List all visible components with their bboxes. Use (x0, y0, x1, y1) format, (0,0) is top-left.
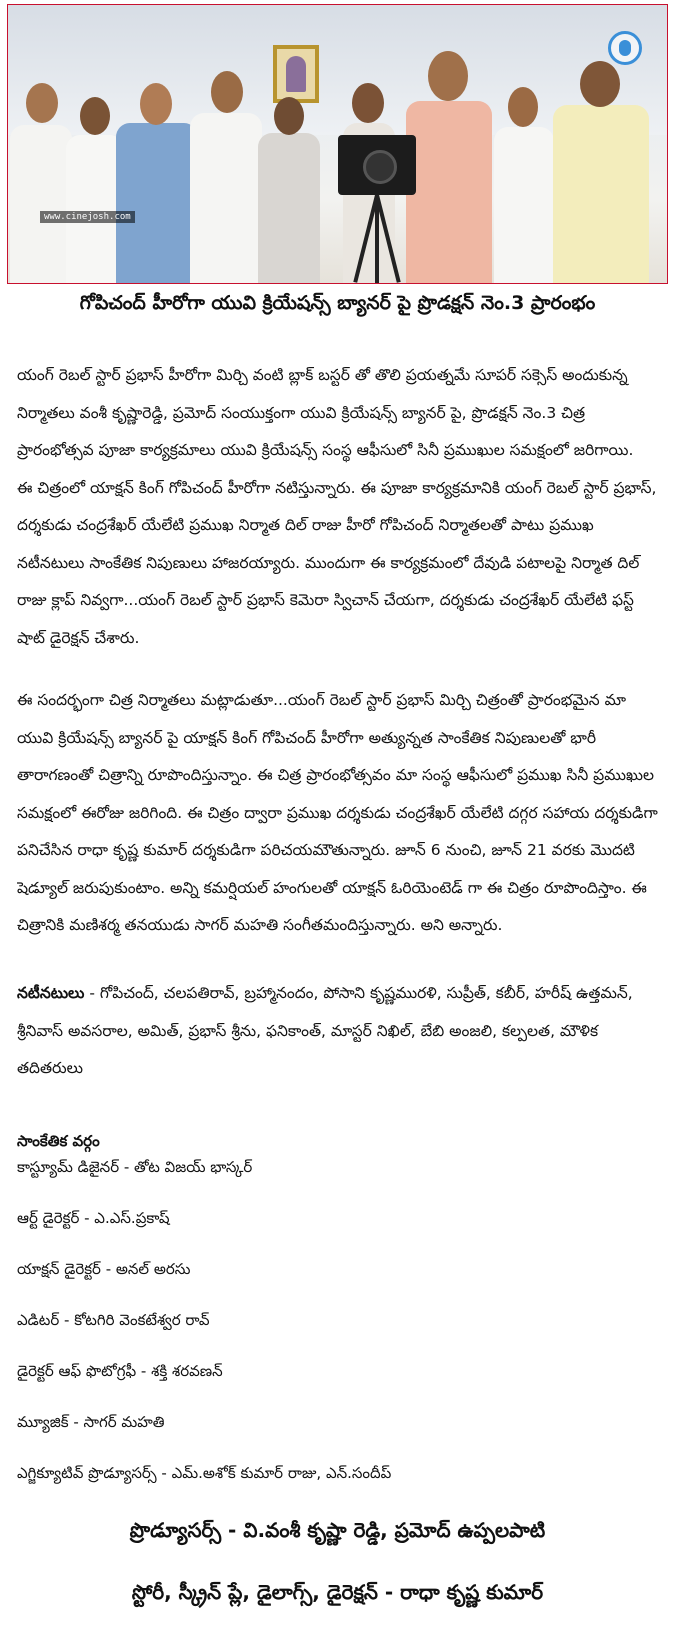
story-direction-credit: స్టోరీ, స్క్రీన్ ప్లే, డైలాగ్స్, డైరెక్షన్ - రాధా కృష్ణ కుమార్ (131, 1580, 544, 1604)
text-line: షెడ్యూల్ జరుపుకుంటాం. అన్ని కమర్షియల్ హంగులతో యాక్షన్ ఓరియెంటెడ్ గా ఈ చిత్రం రూపొందిస్తాం. ఈ (17, 878, 647, 897)
event-photo (7, 4, 668, 284)
paragraph-intro (17, 357, 665, 657)
person-5-head (274, 97, 304, 135)
person-8-head (508, 87, 538, 127)
credit-costume-designer: కాస్ట్యూమ్ డిజైనర్ - తోట విజయ్ భాస్కర్ (17, 1158, 253, 1176)
person-1 (10, 125, 72, 284)
credit-action-director: యాక్షన్ డైరెక్టర్ - అనల్ అరసు (17, 1260, 191, 1278)
person-3-head (140, 83, 172, 125)
text-line: చిత్రానికి మణిశర్మ తనయుడు సాగర్ మహతి సంగీతమందిస్తున్నారు. అని అన్నారు. (17, 916, 503, 934)
credit-art-director: ఆర్ట్ డైరెక్టర్ - ఎ.ఎస్.ప్రకాష్ (17, 1209, 170, 1227)
cast-names: - గోపిచంద్, చలపతిరావ్, బ్రహ్మానందం, పోసాని కృష్ణమురళి, సుప్రీత్, కబీర్, హరీష్ ఉత్తమన్, (84, 984, 633, 1002)
cast-label: నటీనటులు (17, 984, 85, 1002)
text-line: ఈ సందర్భంగా చిత్ర నిర్మాతలు మట్లాడుతూ...యంగ్ రెబల్ స్టార్ ప్రభాస్ మిర్చి చిత్రంతో ప్రారంభమైన మా (17, 691, 626, 709)
person-4-head (211, 71, 243, 113)
camera-lens (363, 150, 397, 184)
cast-line: శ్రీనివాస్ అవసరాల, అమిత్, ప్రభాస్ శ్రీను, ఫనికాంత్, మాస్టర్ నిఖిల్, బేబి అంజలి, కల్పలత, మౌళిక (17, 1021, 599, 1040)
person-7 (406, 101, 492, 284)
person-1-head (26, 83, 58, 123)
paragraph-producers-quote (17, 682, 665, 945)
watermark-url: www.cinejosh.com (40, 211, 135, 223)
person-4 (190, 113, 262, 284)
producers-credit: ప్రొడ్యూసర్స్ - వి.వంశీ కృష్ణా రెడ్డి, ప్రమోద్ ఉప్పలపాటి (129, 1518, 546, 1542)
text-line: దర్శకుడు చంద్రశేఖర్ యేలేటి ప్రముఖ నిర్మాత దిల్ రాజు హీరో గోపిచంద్ నిర్మాతలతో పాటు ప్రముఖ (17, 516, 594, 534)
text-line: యంగ్ రెబల్ స్టార్ ప్రభాస్ హీరోగా మిర్చి వంటి బ్లాక్ బస్టర్ తో తొలి ప్రయత్నమే సూపర్ సక్సెస్ అందుకున్న (17, 366, 628, 384)
credit-editor: ఎడిటర్ - కోటగిరి వెంకటేశ్వర రావ్ (17, 1311, 210, 1329)
person-5 (258, 133, 320, 284)
credit-executive-producers: ఎగ్జిక్యూటివ్ ప్రొడ్యూసర్స్ - ఎమ్.అశోక్ కుమార్ రాజు, ఎన్.సందీప్ (17, 1464, 392, 1482)
text-line: తారాగణంతో చిత్రాన్ని రూపొందిస్తున్నాం. ఈ చిత్ర ప్రారంభోత్సవం మా సంస్థ ఆఫీసులో ప్రముఖ సినీ ప్రముఖుల (17, 766, 655, 784)
person-6-head (352, 83, 384, 123)
text-line: ఈ చిత్రంలో యాక్షన్ కింగ్ గోపిచంద్ హీరోగా నటిస్తున్నారు. ఈ పూజా కార్యక్రమానికి యంగ్ రెబల్ స్టార్ ప్రభాస్, (17, 478, 657, 497)
text-line: పనిచేసిన రాధా కృష్ణ కుమార్ దర్శకుడిగా పరిచయమౌతున్నారు. జూన్ 6 నుంచి, జూన్ 21 వరకు మొదటి (17, 841, 635, 859)
deity-picture-frame (273, 45, 319, 103)
text-line: సమక్షంలో ఈరోజు జరిగింది. ఈ చిత్రం ద్వారా ప్రముఖ దర్శకుడు చంద్రశేఖర్ యేలేటి దగ్గర సహాయ దర్శకుడిగా (17, 803, 658, 822)
cast-line: తదితరులు (17, 1059, 83, 1077)
text-line: యువి క్రియేషన్స్ బ్యానర్ పై యాక్షన్ కింగ్ గోపిచంద్ హీరోగా అత్యున్నత సాంకేతిక నిపుణులతో భారీ (17, 728, 597, 747)
person-3 (116, 123, 198, 284)
article-headline: గోపిచంద్ హీరోగా యువి క్రియేషన్స్ బ్యానర్ పై ప్రొడక్షన్ నెం.3 ప్రారంభం (79, 292, 596, 314)
text-line: నటీనటులు సాంకేతిక నిపుణులు హాజరయ్యారు. ముందుగా ఈ కార్యక్రమంలో దేవుడి పటాలపై నిర్మాత దిల్ (17, 553, 640, 572)
text-line: షాట్ డైరెక్షన్ చేశారు. (17, 628, 140, 647)
person-8 (494, 127, 554, 284)
site-logo-icon (608, 31, 642, 65)
cast-line (17, 975, 665, 1013)
person-2-head (80, 97, 110, 135)
credit-music: మ్యూజిక్ - సాగర్ మహతి (17, 1413, 165, 1431)
cast-section (17, 975, 665, 1088)
text-line: రాజు క్లాప్ నివ్వగా...యంగ్ రెబల్ స్టార్ ప్రభాస్ కెమెరా స్విచాన్ చేయగా, దర్శకుడు చంద్రశేఖర్ యేలేటి ఫస్ట్ (17, 591, 634, 609)
text-line: నిర్మాతలు వంశీ కృష్ణారెడ్డి, ప్రమోద్ సంయుక్తంగా యువి క్రియేషన్స్ బ్యానర్ పై, ప్రొడక్షన్ నెం.3 చిత్ర (17, 403, 586, 422)
credit-cinematographer: డైరెక్టర్ ఆఫ్ ఫొటోగ్రఫీ - శక్తి శరవణన్ (17, 1362, 223, 1380)
technical-crew-heading: సాంకేతిక వర్గం (17, 1132, 100, 1150)
person-9 (553, 105, 649, 284)
person-7-head (428, 51, 468, 101)
person-9-head (580, 61, 620, 107)
text-line: ప్రారంభోత్సవ పూజా కార్యక్రమాలు యువి క్రియేషన్స్ సంస్థ ఆఫీసులో సినీ ప్రముఖుల సమక్షంలో జరిగాయి. (17, 441, 634, 459)
